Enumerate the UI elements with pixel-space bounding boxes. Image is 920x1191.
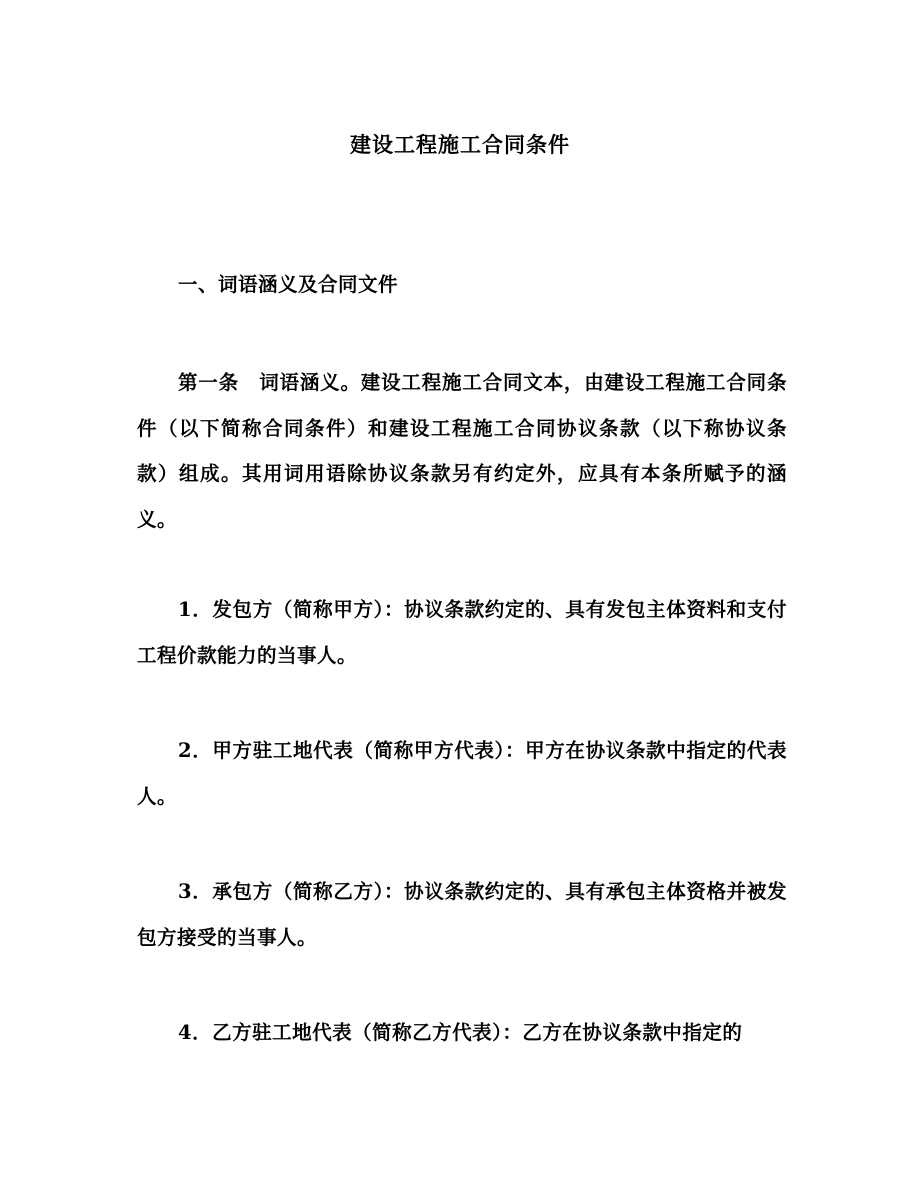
definition-item-1: 1．发包方（简称甲方）：协议条款约定的、具有发包主体资料和支付工程价款能力的当事人。 xyxy=(137,598,787,667)
section-heading: 一、词语涵义及合同文件 xyxy=(178,273,399,296)
definition-item-2: 2．甲方驻工地代表（简称甲方代表）：甲方在协议条款中指定的代表人。 xyxy=(137,739,787,808)
definition-item-4: 4．乙方驻工地代表（简称乙方代表）：乙方在协议条款中指定的 xyxy=(178,1021,743,1044)
article-1-paragraph: 第一条 词语涵义。建设工程施工合同文本，由建设工程施工合同条件（以下简称合同条件）和建设工程施工合同协议条款（以下称协议条款）组成。其用词用语除协议条款另有约定外，应具有本条所赋予的涵义。 xyxy=(137,371,787,531)
document-title: 建设工程施工合同条件 xyxy=(350,132,570,157)
definition-item-3: 3．承包方（简称乙方）：协议条款约定的、具有承包主体资格并被发包方接受的当事人。 xyxy=(137,880,787,949)
